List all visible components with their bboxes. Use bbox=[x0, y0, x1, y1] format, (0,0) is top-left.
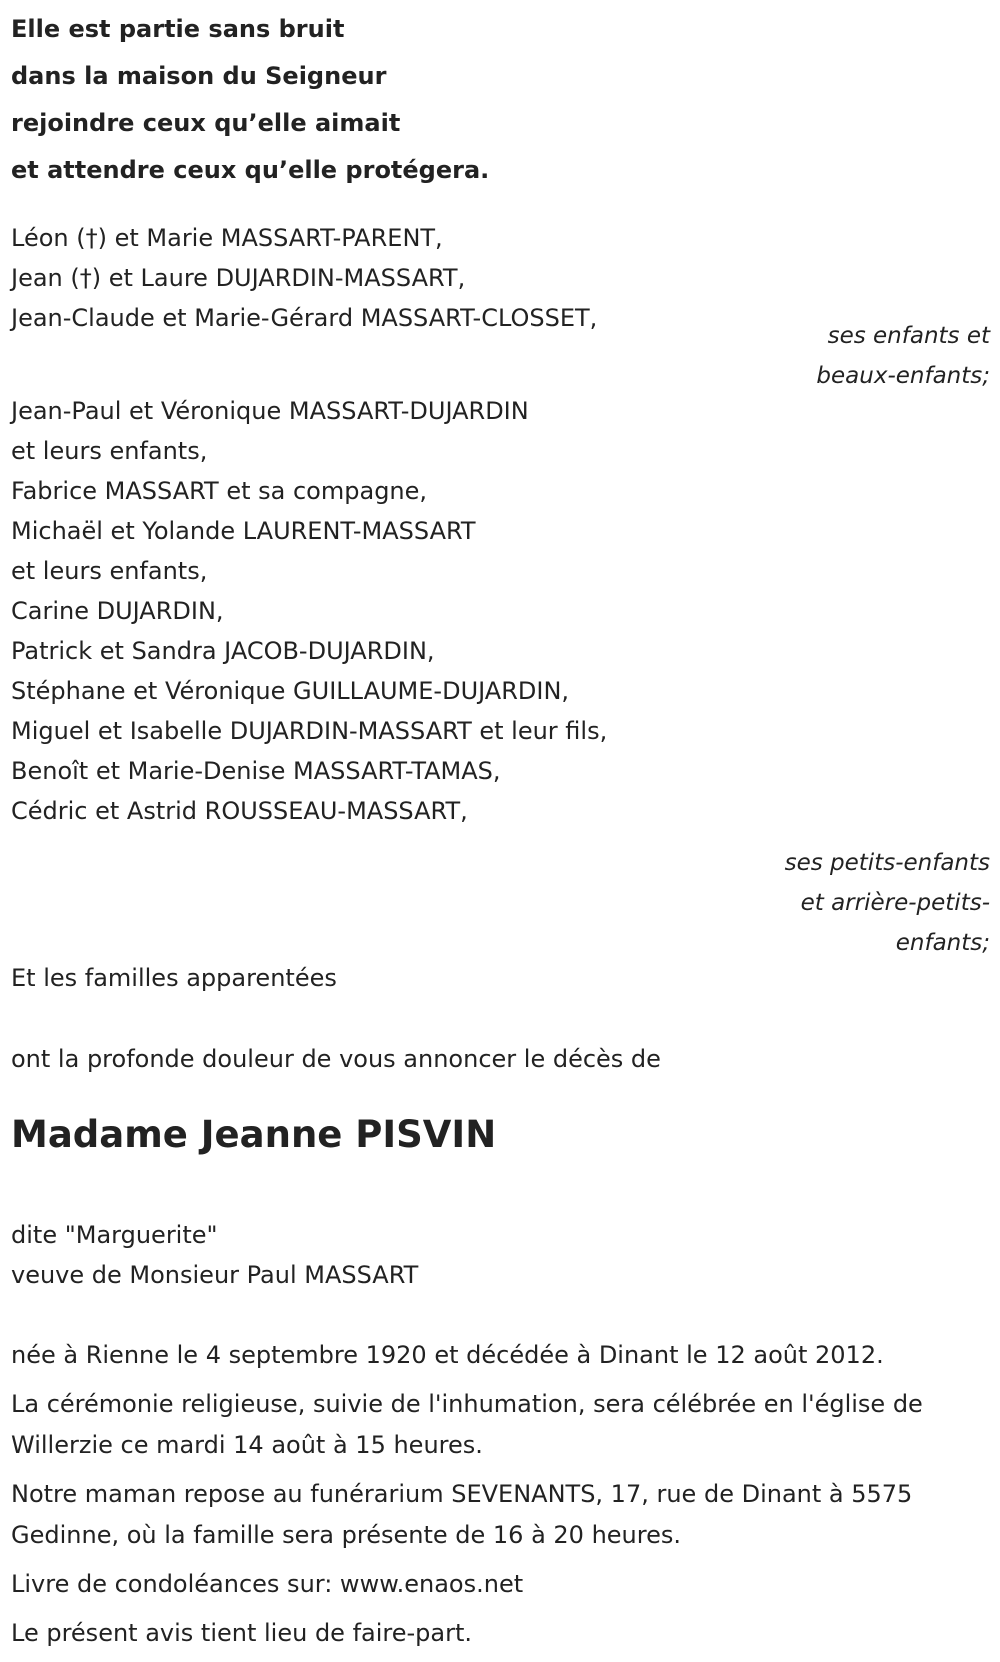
grandchildren-line: Cédric et Astrid ROUSSEAU-MASSART, bbox=[11, 797, 468, 825]
poem bbox=[11, 6, 711, 194]
grandchildren-line: Stéphane et Véronique GUILLAUME-DUJARDIN, bbox=[11, 677, 570, 705]
role-line: beaux-enfants; bbox=[816, 363, 990, 389]
details-paragraph: Livre de condoléances sur: www.enaos.net bbox=[11, 1570, 524, 1598]
poem-line: rejoindre ceux qu’elle aimait bbox=[11, 109, 401, 137]
children-line: Jean-Claude et Marie-Gérard MASSART-CLOSSET, bbox=[11, 304, 598, 332]
grandchildren-line: Patrick et Sandra JACOB-DUJARDIN, bbox=[11, 637, 435, 665]
grandchildren-line: Miguel et Isabelle DUJARDIN-MASSART et leur fils, bbox=[11, 717, 608, 745]
poem-line: dans la maison du Seigneur bbox=[11, 62, 387, 90]
poem-line: Elle est partie sans bruit bbox=[11, 15, 345, 43]
role-line: ses enfants et bbox=[827, 323, 990, 349]
role-line: enfants; bbox=[895, 930, 990, 956]
deceased-name: Madame Jeanne PISVIN bbox=[11, 1113, 497, 1156]
grandchildren-line: Fabrice MASSART et sa compagne, bbox=[11, 477, 428, 505]
poem-line: et attendre ceux qu’elle protégera. bbox=[11, 156, 490, 184]
grandchildren-line: Michaël et Yolande LAURENT-MASSART bbox=[11, 517, 476, 545]
details-paragraph: La cérémonie religieuse, suivie de l'inhumation, sera célébrée en l'église de Willerzie ce mardi 14 août à 15 heures. bbox=[11, 1390, 923, 1459]
grandchildren-list bbox=[11, 391, 971, 831]
families-text: Et les familles apparentées bbox=[11, 964, 337, 992]
grandchildren-line: et leurs enfants, bbox=[11, 557, 208, 585]
role-line: et arrière-petits- bbox=[800, 890, 990, 916]
grandchildren-line: Benoît et Marie-Denise MASSART-TAMAS, bbox=[11, 757, 501, 785]
details-paragraph: née à Rienne le 4 septembre 1920 et décédée à Dinant le 12 août 2012. bbox=[11, 1341, 884, 1369]
details bbox=[11, 1335, 986, 1662]
nickname: dite "Marguerite" bbox=[11, 1221, 218, 1249]
grandchildren-line: et leurs enfants, bbox=[11, 437, 208, 465]
grandchildren-role bbox=[785, 843, 990, 963]
children-line: Léon (†) et Marie MASSART-PARENT, bbox=[11, 224, 443, 252]
details-paragraph: Le présent avis tient lieu de faire-part. bbox=[11, 1619, 473, 1647]
children-role bbox=[816, 316, 990, 396]
announcement bbox=[11, 1039, 971, 1079]
grandchildren-line: Jean-Paul et Véronique MASSART-DUJARDIN bbox=[11, 397, 529, 425]
details-paragraph: Notre maman repose au funérarium SEVENANTS, 17, rue de Dinant à 5575 Gedinne, où la famille sera présente de 16 à 20 heures. bbox=[11, 1480, 913, 1549]
families-line bbox=[11, 958, 971, 998]
role-line: ses petits-enfants bbox=[784, 850, 990, 876]
children-line: Jean (†) et Laure DUJARDIN-MASSART, bbox=[11, 264, 466, 292]
grandchildren-line: Carine DUJARDIN, bbox=[11, 597, 224, 625]
widow-of: veuve de Monsieur Paul MASSART bbox=[11, 1261, 419, 1289]
deceased-info bbox=[11, 1215, 971, 1295]
announcement-text: ont la profonde douleur de vous annoncer le décès de bbox=[11, 1045, 661, 1073]
